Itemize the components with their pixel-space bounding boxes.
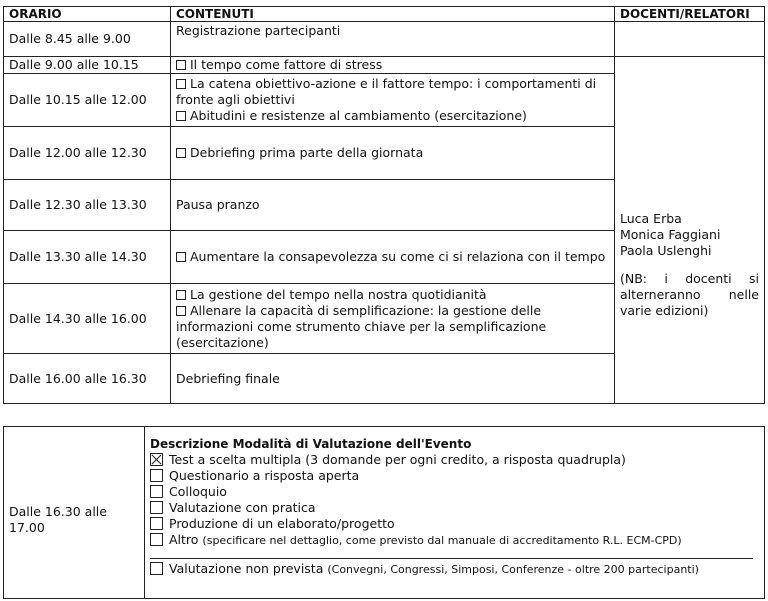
- evaluation-content-cell: [145, 427, 765, 599]
- option-label: Produzione di un elaborato/progetto: [169, 516, 395, 531]
- evaluation-option[interactable]: [150, 561, 759, 578]
- docenti-note-line: (NB: i docenti si: [620, 271, 759, 286]
- content-text: Il tempo come fattore di stress: [190, 57, 383, 72]
- docente-name: Monica Faggiani: [620, 227, 721, 242]
- checkbox-icon[interactable]: [150, 485, 163, 498]
- content-cell: [171, 127, 615, 180]
- evaluation-option[interactable]: [150, 484, 759, 500]
- header-contenuti: CONTENUTI: [171, 7, 615, 22]
- evaluation-option[interactable]: [150, 500, 759, 516]
- content-text: Registrazione partecipanti: [176, 23, 341, 38]
- time-cell: Dalle 14.30 alle 16.00: [4, 284, 171, 354]
- content-cell: [171, 22, 615, 57]
- evaluation-option[interactable]: [150, 516, 759, 532]
- content-cell: [171, 180, 615, 231]
- evaluation-title: Descrizione Modalità di Valutazione dell'Evento: [150, 437, 472, 451]
- content-cell: [171, 284, 615, 354]
- docenti-empty-cell: [615, 22, 765, 57]
- docente-name: Paola Uslenghi: [620, 243, 712, 258]
- schedule-row: [4, 22, 765, 57]
- time-cell: Dalle 16.00 alle 16.30: [4, 354, 171, 404]
- content-text: Debriefing prima parte della giornata: [190, 145, 424, 160]
- option-note: (specificare nel dettaglio, come previsto dal manuale di accreditamento R.L. ECM-CPD): [202, 534, 682, 547]
- content-text: La catena obiettivo-azione e il fattore tempo: i comportamenti di fronte agli obiettivi: [176, 76, 597, 107]
- bullet-box-icon: [176, 60, 186, 70]
- evaluation-option[interactable]: [150, 468, 759, 484]
- schedule-header-row: [4, 7, 765, 22]
- option-label: Altro: [169, 532, 199, 547]
- evaluation-time-cell: Dalle 16.30 alle 17.00: [4, 427, 145, 599]
- checkbox-icon[interactable]: [150, 562, 163, 575]
- content-cell: [171, 231, 615, 284]
- evaluation-row: [4, 427, 765, 599]
- option-label: Test a scelta multipla (3 domande per ogni credito, a risposta quadrupla): [169, 452, 626, 467]
- content-text: Abitudini e resistenze al cambiamento (esercitazione): [190, 108, 527, 123]
- docenti-cell: [615, 57, 765, 404]
- content-text: Debriefing finale: [176, 370, 280, 386]
- checkbox-icon[interactable]: [150, 533, 163, 546]
- option-label: Valutazione non prevista: [169, 561, 324, 576]
- option-label: Colloquio: [169, 484, 227, 499]
- content-cell: [171, 74, 615, 127]
- checkbox-icon[interactable]: [150, 517, 163, 530]
- schedule-row: [4, 57, 765, 74]
- time-cell: Dalle 8.45 alle 9.00: [4, 22, 171, 57]
- content-text: Aumentare la consapevolezza su come ci si relaziona con il tempo: [190, 249, 606, 264]
- content-text: Pausa pranzo: [176, 197, 260, 212]
- docente-name: Luca Erba: [620, 211, 682, 226]
- time-cell: Dalle 10.15 alle 12.00: [4, 74, 171, 127]
- option-note: (Convegni, Congressi, Simposi, Conferenze - oltre 200 partecipanti): [327, 563, 699, 576]
- time-cell: Dalle 12.00 alle 12.30: [4, 127, 171, 180]
- content-text: La gestione del tempo nella nostra quotidianità: [190, 286, 487, 302]
- header-orario: ORARIO: [4, 7, 171, 22]
- checkbox-icon[interactable]: [150, 501, 163, 514]
- bullet-box-icon: [176, 252, 186, 262]
- checked-checkbox-icon[interactable]: [150, 453, 163, 466]
- evaluation-table: [3, 426, 765, 599]
- bullet-box-icon: [176, 111, 186, 121]
- divider: [150, 558, 753, 559]
- bullet-box-icon: [176, 148, 186, 158]
- docenti-note-line: varie edizioni): [620, 303, 709, 318]
- bullet-box-icon: [176, 290, 186, 300]
- time-cell: Dalle 13.30 alle 14.30: [4, 231, 171, 284]
- docenti-note-line: alterneranno nelle: [620, 287, 759, 302]
- bullet-box-icon: [176, 79, 186, 89]
- content-text: Allenare la capacità di semplificazione: la gestione delle informazioni come strumento chiave per la semplificazione (esercitazione): [176, 302, 547, 350]
- time-cell: Dalle 9.00 alle 10.15: [4, 57, 171, 74]
- evaluation-option[interactable]: [150, 452, 759, 468]
- content-cell: [171, 354, 615, 404]
- checkbox-icon[interactable]: [150, 469, 163, 482]
- option-label: Questionario a risposta aperta: [169, 468, 360, 483]
- option-label: Valutazione con pratica: [169, 500, 316, 515]
- schedule-table: [3, 6, 765, 404]
- content-cell: [171, 57, 615, 74]
- time-cell: Dalle 12.30 alle 13.30: [4, 180, 171, 231]
- evaluation-option[interactable]: [150, 532, 759, 549]
- bullet-box-icon: [176, 306, 186, 316]
- header-docenti: DOCENTI/RELATORI: [615, 7, 765, 22]
